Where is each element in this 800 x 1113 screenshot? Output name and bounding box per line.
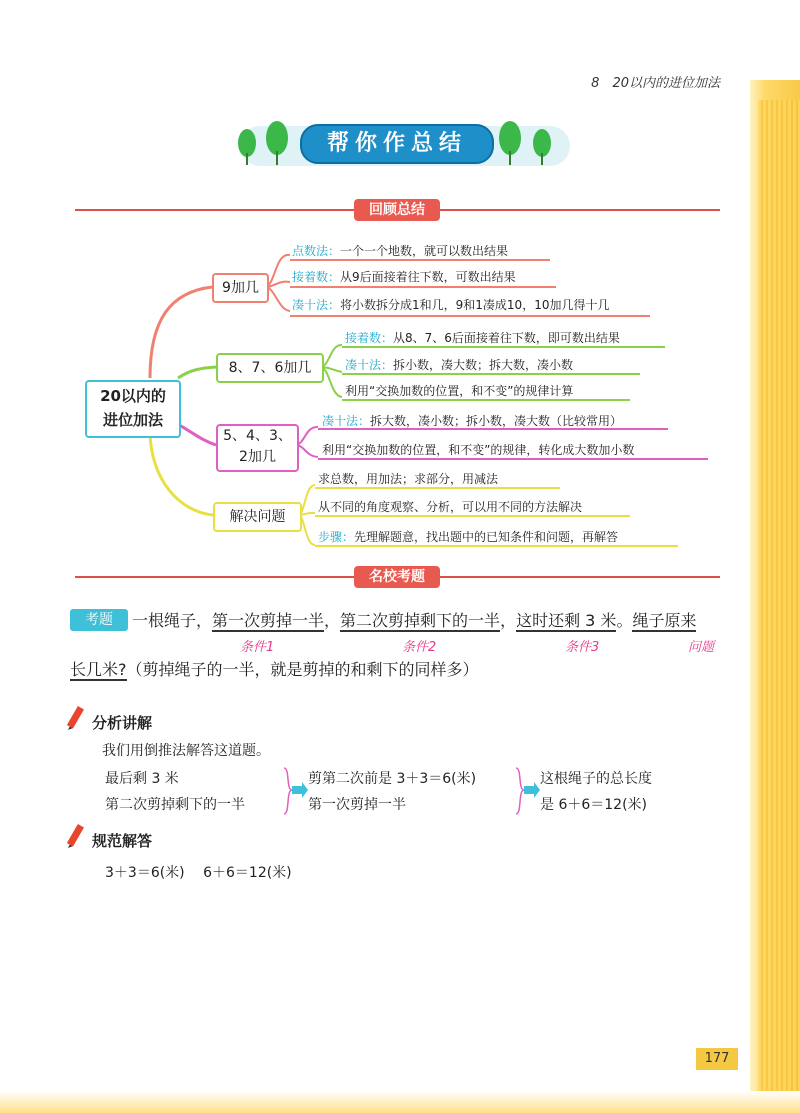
problem-text: ， bbox=[500, 611, 517, 630]
leaf-text: 利用“交换加数的位置，和不变”的规律，转化成大数加小数 bbox=[322, 443, 635, 457]
problem-text: 。 bbox=[616, 611, 633, 630]
answer-text: 3＋3＝6(米) 6＋6＝12(米) bbox=[105, 865, 292, 881]
leaf-b1-1 bbox=[292, 242, 508, 259]
banner-title: 帮你作总结 bbox=[300, 124, 494, 164]
leaf-b4-3 bbox=[318, 528, 618, 545]
exams-label: 名校考题 bbox=[354, 566, 440, 588]
leaf-key: 凑十法： bbox=[345, 358, 394, 372]
pencil-icon bbox=[66, 822, 88, 848]
leaf-b2-1 bbox=[345, 329, 620, 346]
leaf-text: 先理解题意，找出题中的已知条件和问题，再解答 bbox=[354, 530, 619, 544]
analysis-col-3 bbox=[540, 766, 652, 818]
answer-title: 规范解答 bbox=[92, 832, 153, 850]
root-line-2: 进位加法 bbox=[102, 411, 163, 429]
leaf-text: 拆小数，凑大数；拆大数，凑小数 bbox=[393, 358, 574, 372]
analysis-step: 是 6＋6＝12(米) bbox=[540, 797, 648, 813]
branch-5432-plus bbox=[216, 424, 299, 472]
branch-problem-solving: 解决问题 bbox=[213, 502, 302, 532]
leaf-b2-3 bbox=[345, 382, 573, 399]
analysis-title: 分析讲解 bbox=[92, 714, 153, 732]
problem-text: 一根绳子， bbox=[132, 611, 213, 630]
leaf-text: 从8、7、6后面接着往下数，即可数出结果 bbox=[393, 331, 620, 345]
analysis-step: 第二次剪掉剩下的一半 bbox=[105, 797, 245, 813]
brace-arrow-icon bbox=[280, 766, 310, 816]
pencil-icon bbox=[66, 704, 88, 730]
leaf-text: 将小数拆分成1和几，9和1凑成10，10加几得十几 bbox=[340, 298, 610, 312]
problem-hint: （剪掉绳子的一半，就是剪掉的和剩下的同样多） bbox=[126, 660, 479, 679]
page-number: 177 bbox=[696, 1048, 738, 1070]
condition-label-3: 条件3 bbox=[565, 640, 600, 655]
analysis-step: 这根绳子的总长度 bbox=[540, 771, 652, 787]
question-label: 问题 bbox=[688, 640, 715, 655]
leaf-b1-3 bbox=[292, 296, 609, 313]
problem-text: ， bbox=[324, 611, 341, 630]
analysis-step: 最后剩 3 米 bbox=[105, 771, 179, 787]
condition-label-1: 条件1 bbox=[240, 640, 275, 655]
condition-label-2: 条件2 bbox=[402, 640, 437, 655]
leaf-b3-2 bbox=[322, 441, 634, 458]
branch-9-plus: 9加几 bbox=[212, 273, 269, 303]
leaf-text: 一个一个地数，就可以数出结果 bbox=[340, 244, 509, 258]
problem-line-1 bbox=[132, 608, 696, 631]
leaf-key: 凑十法： bbox=[322, 414, 371, 428]
leaf-text: 求总数，用加法；求部分，用减法 bbox=[318, 472, 499, 486]
analysis-col-2 bbox=[308, 766, 476, 818]
leaf-text: 从不同的角度观察、分析，可以用不同的方法解决 bbox=[318, 500, 583, 514]
leaf-key: 接着数： bbox=[345, 331, 394, 345]
chapter-header: 8 20以内的进位加法 bbox=[591, 76, 720, 91]
leaf-text: 拆大数，凑小数；拆小数，凑大数（比较常用） bbox=[370, 414, 623, 428]
leaf-b4-1 bbox=[318, 470, 498, 487]
branch-5432-line-2: 2加几 bbox=[239, 449, 276, 465]
leaf-b4-2 bbox=[318, 498, 582, 515]
review-label: 回顾总结 bbox=[354, 199, 440, 221]
problem-question-text: 长几米? bbox=[70, 660, 127, 679]
branch-5432-line-1: 5、4、3、 bbox=[223, 428, 292, 444]
mindmap-root bbox=[85, 380, 181, 438]
problem-tag: 考题 bbox=[70, 609, 128, 631]
problem-cond1-text: 第一次剪掉一半 bbox=[212, 611, 325, 630]
leaf-key: 接着数： bbox=[292, 270, 341, 284]
root-line-1: 20以内的 bbox=[100, 387, 166, 405]
leaf-text: 从9后面接着往下数，可数出结果 bbox=[340, 270, 516, 284]
leaf-key: 步骤： bbox=[318, 530, 355, 544]
analysis-step: 第一次剪掉一半 bbox=[308, 797, 406, 813]
brace-arrow-icon bbox=[512, 766, 542, 816]
analysis-intro: 我们用倒推法解答这道题。 bbox=[102, 743, 270, 759]
leaf-key: 点数法： bbox=[292, 244, 341, 258]
branch-876-plus: 8、7、6加几 bbox=[216, 353, 324, 383]
analysis-step: 剪第二次前是 3＋3＝6(米) bbox=[308, 771, 477, 787]
leaf-b2-2 bbox=[345, 356, 573, 373]
analysis-col-1 bbox=[105, 766, 245, 818]
problem-cond3-text: 这时还剩 3 米 bbox=[516, 611, 617, 630]
leaf-b1-2 bbox=[292, 268, 516, 285]
leaf-key: 凑十法： bbox=[292, 298, 341, 312]
problem-question-text: 绳子原来 bbox=[632, 611, 697, 630]
problem-line-2 bbox=[70, 657, 479, 680]
problem-cond2-text: 第二次剪掉剩下的一半 bbox=[340, 611, 501, 630]
page-edge-bottom bbox=[0, 1091, 800, 1113]
leaf-text: 利用“交换加数的位置，和不变”的规律计算 bbox=[345, 384, 574, 398]
leaf-b3-1 bbox=[322, 412, 622, 429]
